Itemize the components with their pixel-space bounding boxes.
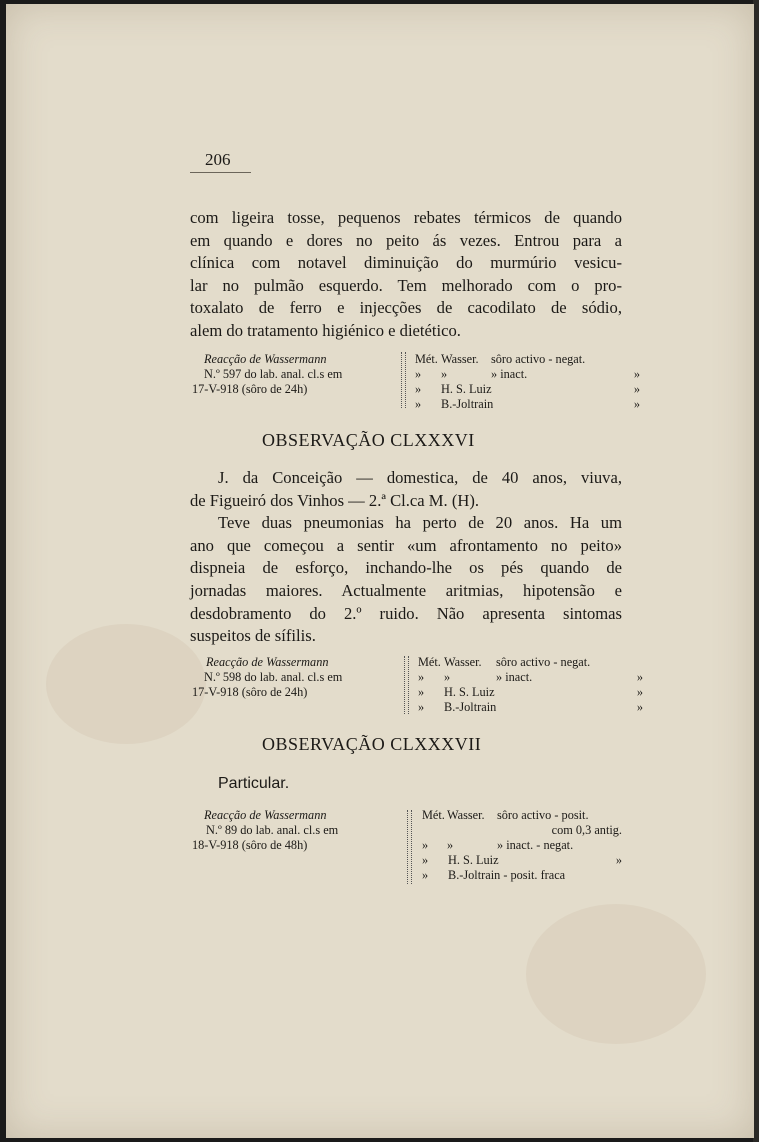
wassermann-lab-number: N.º 597 do lab. anal. cl.s em [204,367,343,381]
text-line: clínica com notavel diminuição do murmúrio vesicu- [190,253,622,273]
wassermann-lab-number: N.º 89 do lab. anal. cl.s em [206,823,339,837]
paper-stain [526,904,706,1044]
page-number: 206 [205,150,231,169]
page-number-rule [190,172,251,173]
text-line: J. da Conceição — domestica, de 40 anos, viuva, [218,468,622,487]
text-line: com ligeira tosse, pequenos rebates térmicos de quando [190,208,622,227]
result-row: » H. S. Luiz » [415,382,640,396]
wassermann-results [415,352,640,412]
result-row: » » » inact. - negat. [422,838,574,852]
wassermann-date: 17-V-918 (sôro de 24h) [192,382,308,396]
text-line: jornadas maiores. Actualmente aritmias, hipotensão e [190,580,622,600]
text-line: de Figueiró dos Vinhos — 2.ª Cl.ca M. (H). [190,490,480,510]
result-row: » B.-Joltrain » [415,397,640,411]
observation-paragraph [190,467,622,648]
text-line: suspeitos de sífilis. [190,626,316,646]
wassermann-title: Reacção de Wassermann [206,655,329,669]
result-row: » » » inact. » [415,367,640,381]
wassermann-lab-number: N.º 598 do lab. anal. cl.s em [204,670,343,684]
text-line: Teve duas pneumonias ha perto de 20 anos. Ha um [218,513,622,533]
result-row: Mét. Wasser. sôro activo - negat. [418,655,591,669]
observation-note: Particular. [218,775,290,792]
text-line: ano que começou a sentir «um afrontamento no peito» [190,535,622,555]
intro-paragraph [190,207,622,343]
text-line: em quando e dores no peito ás vezes. Entrou para a [190,230,622,250]
observation-heading: OBSERVAÇÃO CLXXXVII [262,734,482,754]
dotted-separator [407,810,412,884]
text-line: toxalato de ferro e injecções de cacodilato de sódio, [190,298,622,318]
dotted-separator [404,656,409,714]
text-line: alem do tratamento higiénico e dietético. [190,320,461,340]
result-row: Mét. Wasser. sôro activo - negat. [415,352,586,366]
result-row: » H. S. Luiz » [422,853,622,867]
result-row: com 0,3 antig. [551,823,622,837]
text-line: dispneia de esforço, inchando-lhe os pés quando de [190,558,622,578]
wassermann-title: Reacção de Wassermann [204,352,327,366]
wassermann-results [422,808,622,883]
wassermann-label [192,352,382,397]
text-line: lar no pulmão esquerdo. Tem melhorado com o pro- [190,275,622,295]
text-line: desdobramento do 2.º ruido. Não apresenta sintomas [190,603,622,623]
result-row: » H. S. Luiz » [418,685,643,699]
result-row: » B.-Joltrain - posit. fraca [422,868,566,882]
result-row: » » » inact. » [418,670,643,684]
result-row: » B.-Joltrain » [418,700,643,714]
wassermann-results [418,655,643,715]
wassermann-label [192,655,382,700]
dotted-separator [401,352,406,408]
wassermann-label [192,808,382,853]
wassermann-date: 17-V-918 (sôro de 24h) [192,685,308,699]
observation-heading: OBSERVAÇÃO CLXXXVI [262,430,475,450]
wassermann-date: 18-V-918 (sôro de 48h) [192,838,308,852]
wassermann-title: Reacção de Wassermann [204,808,327,822]
paper-stain [46,624,206,744]
result-row: Mét. Wasser. sôro activo - posit. [422,808,589,822]
